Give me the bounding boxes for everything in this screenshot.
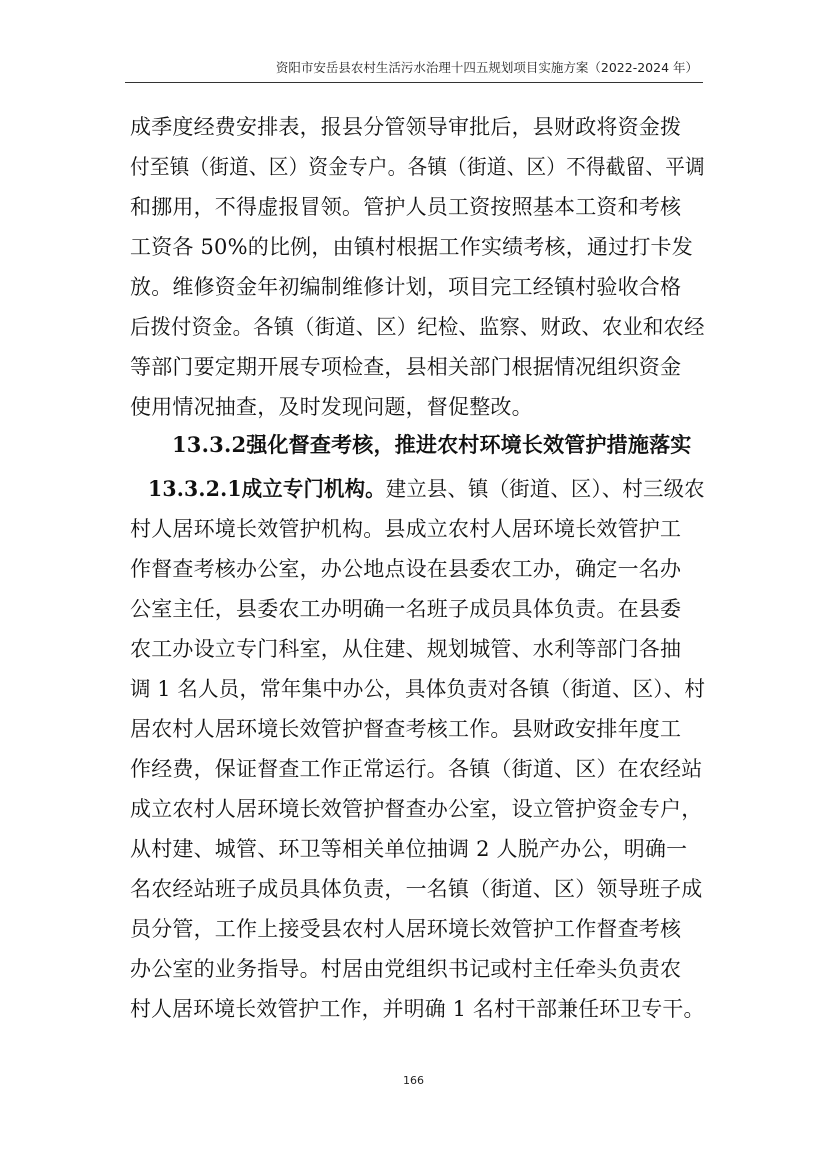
- paragraph-line: 公室主任，县委农工办明确一名班子成员具体负责。在县委: [130, 597, 682, 621]
- section-heading-13-3-2: 13.3.2强化督查考核，推进农村环境长效管护措施落实: [172, 432, 692, 457]
- paragraph-line: 居农村人居环境长效管护督查考核工作。县财政安排年度工: [130, 717, 682, 741]
- header-rule: [125, 82, 703, 83]
- paragraph-line: 工资各 50%的比例，由镇村根据工作实绩考核，通过打卡发: [130, 235, 693, 259]
- paragraph-line: 村人居环境长效管护机构。县成立农村人居环境长效管护工: [130, 517, 682, 541]
- paragraph-line: 成季度经费安排表，报县分管领导审批后，县财政将资金拨: [130, 115, 682, 139]
- paragraph-line: 和挪用，不得虚报冒领。管护人员工资按照基本工资和考核: [130, 195, 682, 219]
- paragraph-line: 名农经站班子成员具体负责，一名镇（街道、区）领导班子成: [130, 877, 703, 901]
- page-header: 资阳市安岳县农村生活污水治理十四五规划项目实施方案（2022-2024 年）: [275, 60, 698, 75]
- paragraph-line: 放。维修资金年初编制维修计划，项目完工经镇村验收合格: [130, 275, 682, 299]
- paragraph-line: 等部门要定期开展专项检查，县相关部门根据情况组织资金: [130, 355, 682, 379]
- subsection-first-line: [148, 477, 705, 501]
- paragraph-line: 建立县、镇（街道、区）、村三级农: [385, 477, 705, 501]
- section-heading-13-3-2-1: 13.3.2.1成立专门机构。: [148, 476, 386, 501]
- paragraph-line: 村人居环境长效管护工作，并明确 1 名村干部兼任环卫专干。: [130, 997, 705, 1021]
- paragraph-line: 从村建、城管、环卫等相关单位抽调 2 人脱产办公，明确一: [130, 837, 688, 861]
- paragraph-line: 农工办设立专门科室，从住建、规划城管、水利等部门各抽: [130, 637, 682, 661]
- paragraph-line: 成立农村人居环境长效管护督查办公室，设立管护资金专户，: [130, 797, 703, 821]
- paragraph-line: 调 1 名人员，常年集中办公，具体负责对各镇（街道、区）、村: [130, 677, 706, 701]
- paragraph-line: 作经费，保证督查工作正常运行。各镇（街道、区）在农经站: [130, 757, 703, 781]
- paragraph-line: 员分管，工作上接受县农村人居环境长效管护工作督查考核: [130, 917, 682, 941]
- paragraph-line: 使用情况抽查，及时发现问题，督促整改。: [130, 395, 533, 419]
- paragraph-line: 作督查考核办公室，办公地点设在县委农工办，确定一名办: [130, 557, 682, 581]
- paragraph-line: 后拨付资金。各镇（街道、区）纪检、监察、财政、农业和农经: [130, 315, 705, 339]
- paragraph-line: 办公室的业务指导。村居由党组织书记或村主任牵头负责农: [130, 957, 682, 981]
- page-number: 166: [403, 1074, 424, 1087]
- paragraph-line: 付至镇（街道、区）资金专户。各镇（街道、区）不得截留、平调: [130, 155, 705, 179]
